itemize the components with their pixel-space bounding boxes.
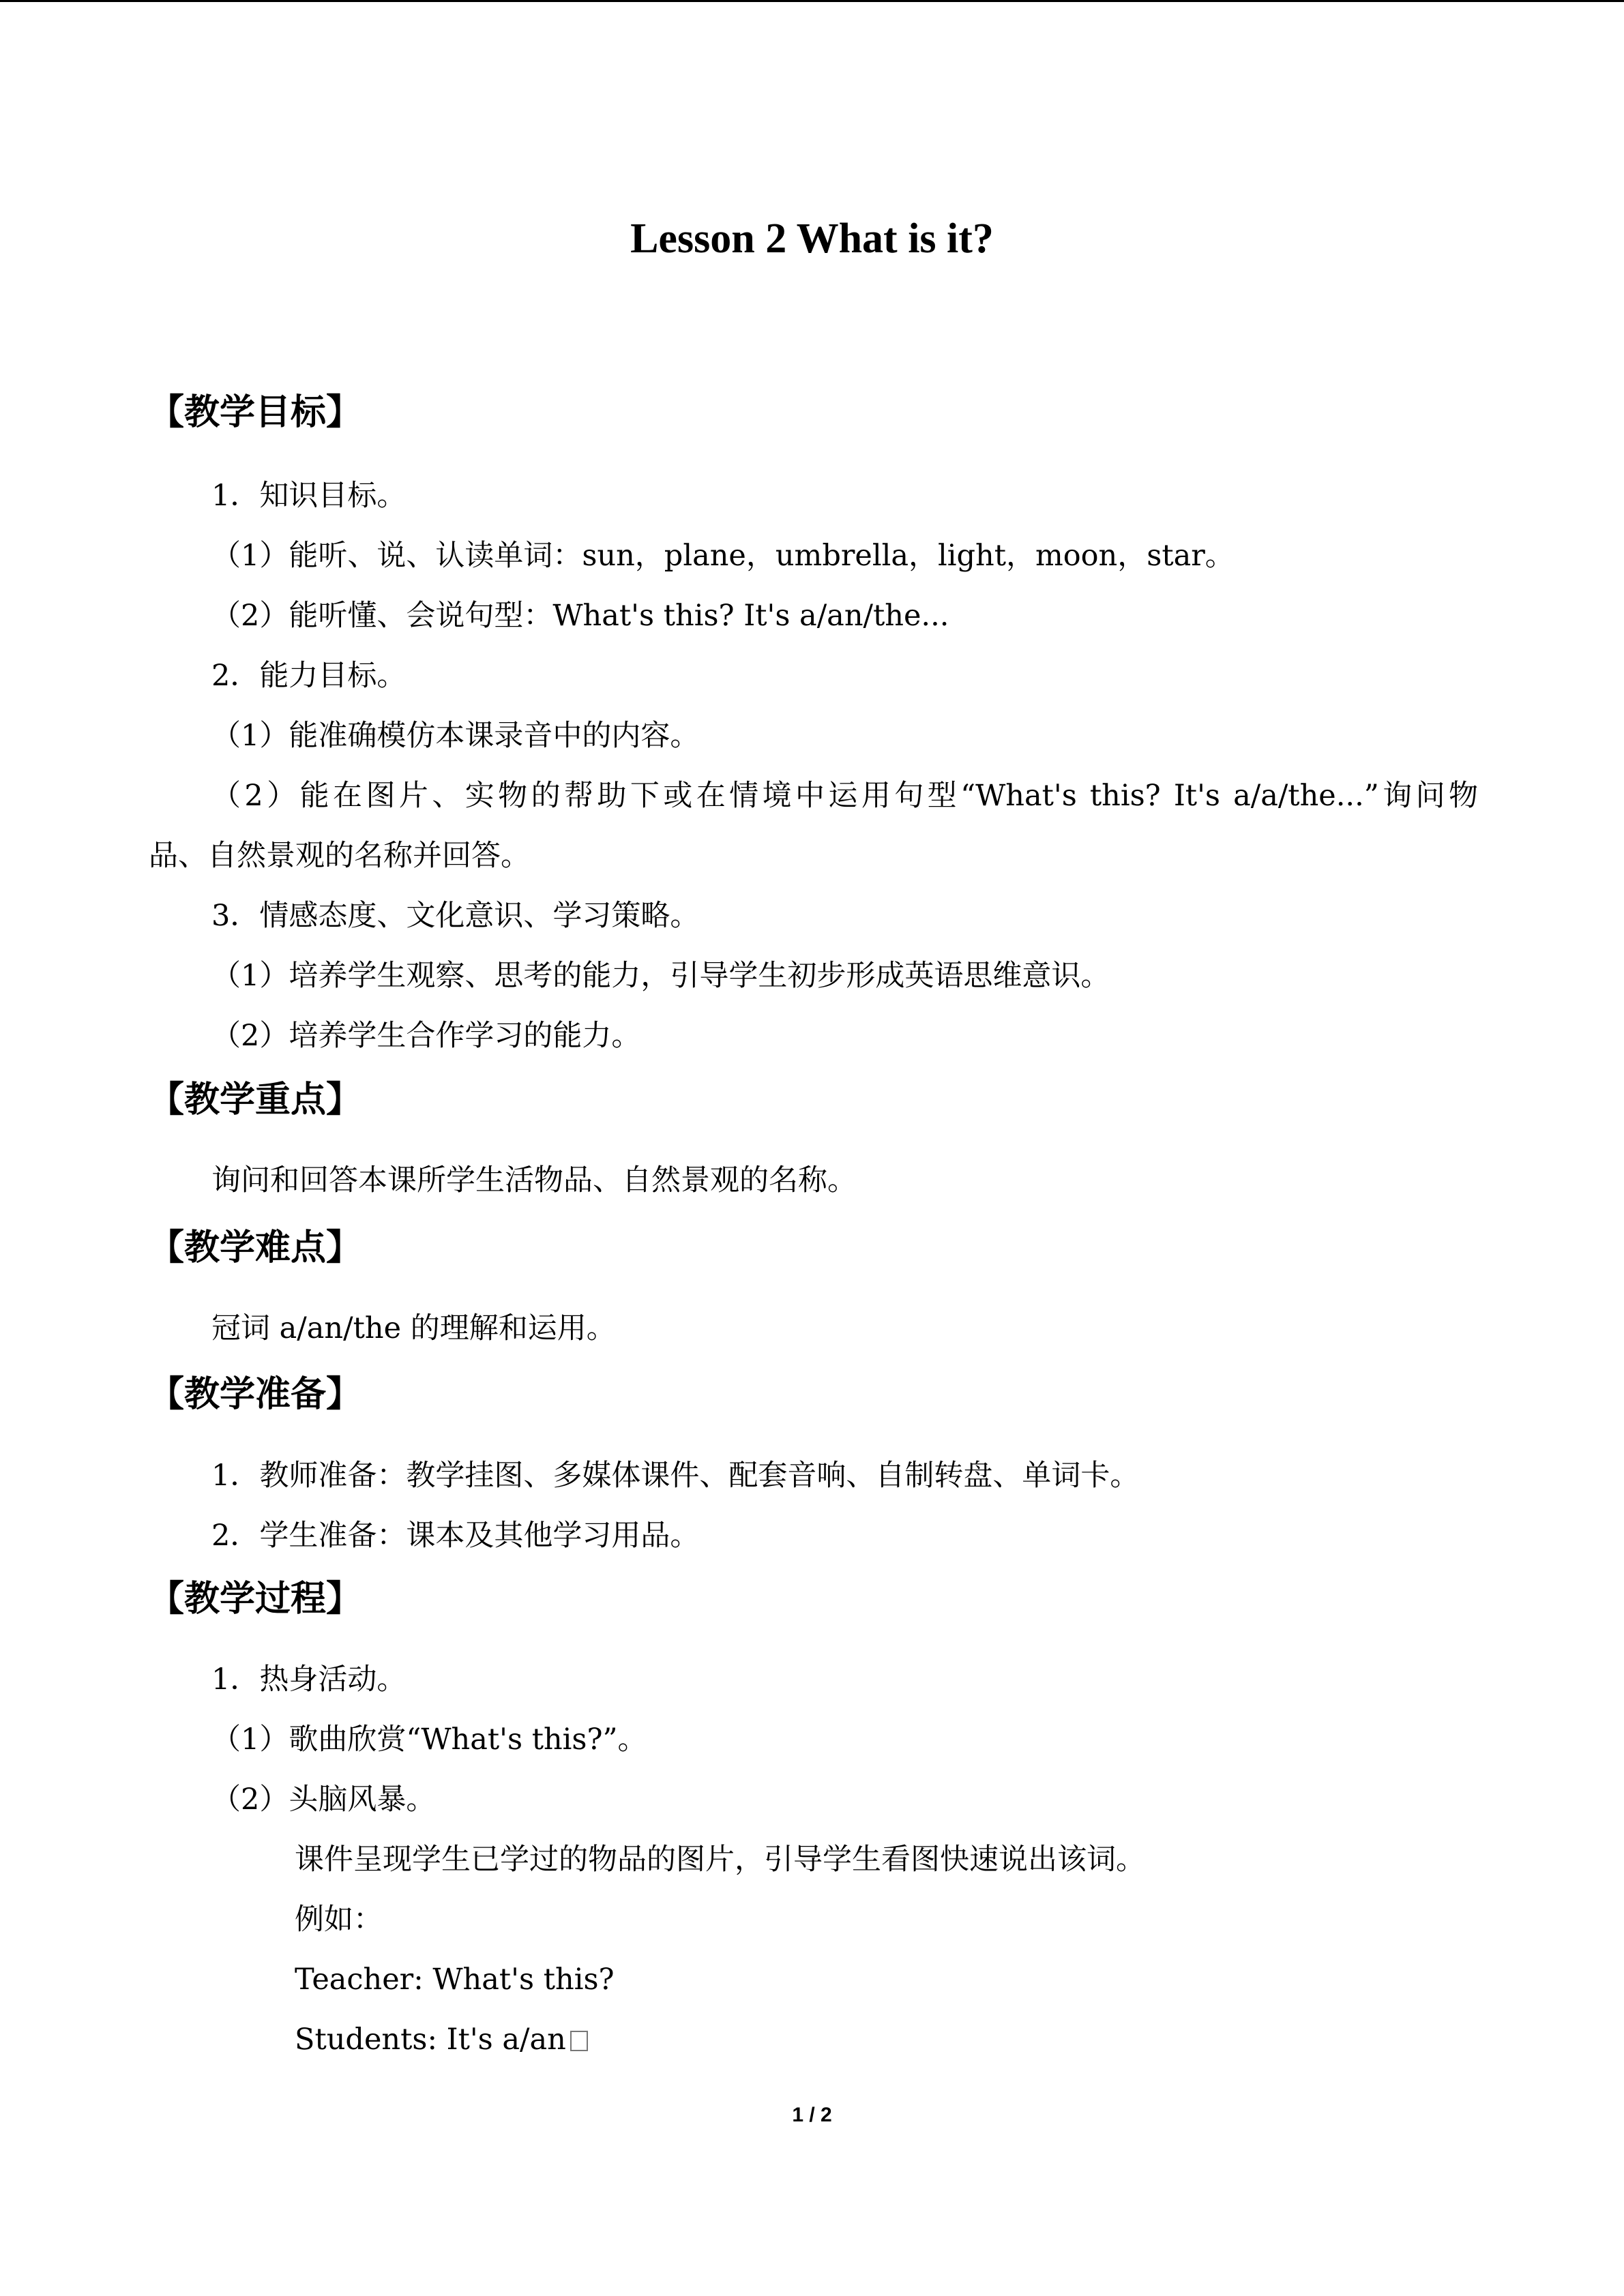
section-heading-preparation: 【教学准备】 [149, 1374, 362, 1415]
process-line-1: 1．热身活动。 [211, 1663, 407, 1697]
objectives-line-4: 2．能力目标。 [211, 659, 407, 693]
section-heading-key-points: 【教学重点】 [149, 1079, 362, 1120]
process-line-3: （2）头脑风暴。 [211, 1783, 436, 1817]
objectives-line-2: （1）能听、说、认读单词：sun，plane，umbrella，light，moon，star。 [211, 539, 1235, 573]
top-border-line [0, 0, 1624, 2]
process-line-7 [295, 2019, 588, 2060]
objectives-line-8: 3．情感态度、文化意识、学习策略。 [211, 899, 700, 933]
process-line-6: Teacher: What's this? [295, 1963, 615, 1997]
objectives-line-7: 品、自然景观的名称并回答。 [149, 839, 530, 873]
blank-box-icon [570, 2031, 588, 2051]
page-number: 1 / 2 [792, 2104, 832, 2126]
preparation-line-2: 2．学生准备：课本及其他学习用品。 [211, 1519, 700, 1553]
difficulties-line-1: 冠词 a/an/the 的理解和运用。 [211, 1311, 616, 1345]
process-line-2: （1）歌曲欣赏“What's this?”。 [211, 1723, 647, 1757]
objectives-line-9: （1）培养学生观察、思考的能力，引导学生初步形成英语思维意识。 [211, 959, 1110, 993]
process-line-7-text: Students: It's a/an [295, 2023, 566, 2057]
section-heading-process: 【教学过程】 [149, 1579, 362, 1620]
process-line-5: 例如： [295, 1903, 383, 1937]
section-heading-objectives: 【教学目标】 [149, 392, 362, 433]
objectives-line-6: （2）能在图片、实物的帮助下或在情境中运用句型“What's this? It's a/a/the...”询问物 [211, 779, 1478, 813]
section-heading-difficulties: 【教学难点】 [149, 1227, 362, 1268]
objectives-line-10: （2）培养学生合作学习的能力。 [211, 1019, 641, 1053]
objectives-line-5: （1）能准确模仿本课录音中的内容。 [211, 719, 700, 753]
objectives-line-1: 1．知识目标。 [211, 479, 407, 513]
process-line-4: 课件呈现学生已学过的物品的图片，引导学生看图快速说出该词。 [295, 1843, 1145, 1877]
key-points-line-1: 询问和回答本课所学生活物品、自然景观的名称。 [211, 1163, 857, 1197]
page-title: Lesson 2 What is it? [630, 215, 994, 262]
preparation-line-1: 1．教师准备：教学挂图、多媒体课件、配套音响、自制转盘、单词卡。 [211, 1459, 1140, 1493]
objectives-line-3: （2）能听懂、会说句型：What's this? It's a/an/the... [211, 599, 949, 633]
